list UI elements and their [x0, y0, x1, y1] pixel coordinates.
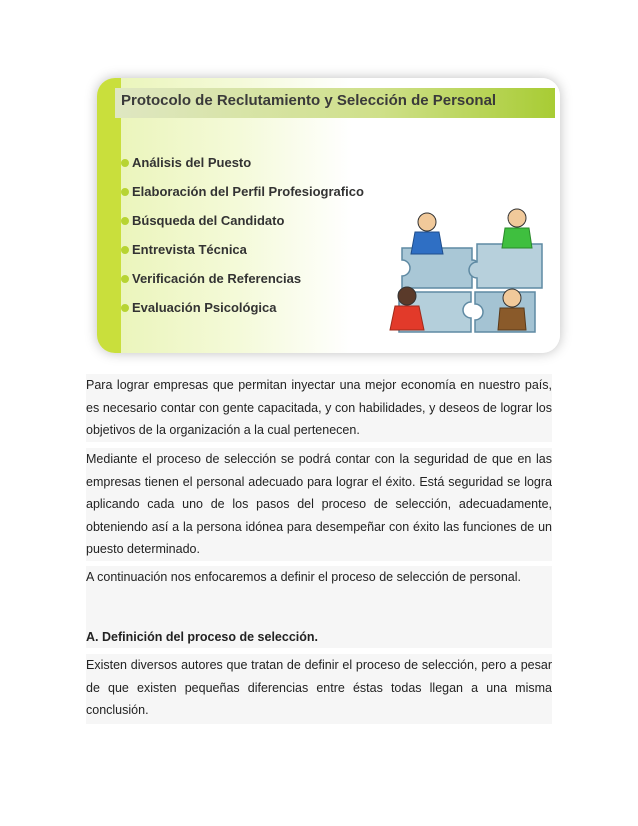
bullet-icon	[121, 275, 129, 283]
puzzle-people-illustration	[307, 208, 547, 348]
paragraph-3: A continuación nos enfocaremos a definir el proceso de selección de personal.	[86, 570, 521, 584]
step-label: Búsqueda del Candidato	[132, 213, 285, 228]
person-green-head	[508, 209, 526, 227]
person-blue-body	[411, 232, 443, 254]
bullet-icon	[121, 217, 129, 225]
person-blue-head	[418, 213, 436, 231]
bullet-icon	[121, 159, 129, 167]
paragraph-1: Para lograr empresas que permitan inyectar una mejor economía en nuestro país, es necesario contar con gente capacitada, y con habilidades, y deseos de lograr los objetivos de la organización a la cual pertenecen.	[86, 378, 552, 437]
text-block-4	[86, 654, 552, 724]
step-label: Análisis del Puesto	[132, 155, 252, 170]
section-heading: A. Definición del proceso de selección.	[86, 630, 319, 644]
step-label: Evaluación Psicológica	[132, 300, 277, 315]
paragraph-2: Mediante el proceso de selección se podrá contar con la seguridad de que en las empresas tienen el personal adecuado para lograr el éxito. Está seguridad se logra aplicando cada uno de los pasos del proceso de selección, adecuadamente, obteniendo así a la persona idónea para desempeñar con éxito las funciones de un puesto determinado.	[86, 452, 552, 556]
banner-title: Protocolo de Reclutamiento y Selección de Personal	[121, 92, 497, 109]
person-brown-body	[498, 308, 526, 330]
text-block-3	[86, 566, 552, 630]
person-red-head	[398, 287, 416, 305]
list-item	[121, 177, 364, 206]
person-brown-head	[503, 289, 521, 307]
text-block-2	[86, 448, 552, 561]
bullet-icon	[121, 188, 129, 196]
person-green-body	[502, 228, 532, 248]
paragraph-4: Existen diversos autores que tratan de definir el proceso de selección, pero a pesar de que existen pequeñas diferencias entre éstas todas llegan a una misma conclusión.	[86, 658, 552, 717]
step-label: Elaboración del Perfil Profesiografico	[132, 184, 364, 199]
bullet-icon	[121, 304, 129, 312]
bullet-icon	[121, 246, 129, 254]
recruitment-protocol-banner	[97, 78, 560, 353]
text-block-1	[86, 374, 552, 442]
step-label: Entrevista Técnica	[132, 242, 247, 257]
step-label: Verificación de Referencias	[132, 271, 302, 286]
list-item	[121, 148, 364, 177]
person-red-body	[390, 306, 424, 330]
banner-side-bar	[97, 78, 121, 353]
text-block-heading	[86, 626, 552, 648]
puzzle-piece-top-right	[469, 244, 542, 288]
